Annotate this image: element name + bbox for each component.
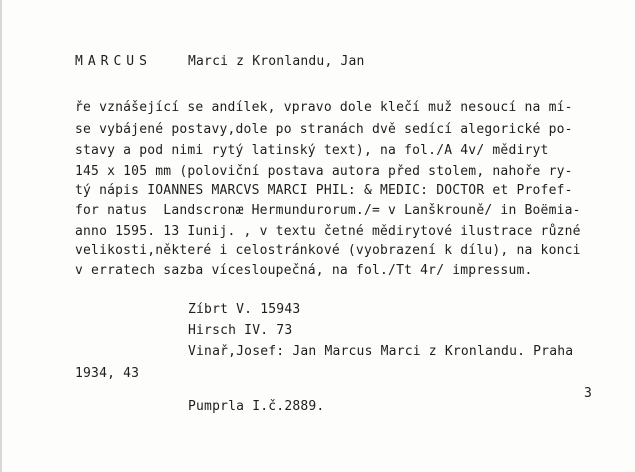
reference-year: 1934, 43 <box>75 366 140 381</box>
author-full-name: Marci z Kronlandu, Jan <box>188 54 365 69</box>
author-key: MARCUS <box>75 54 152 69</box>
reference-hirsch: Hirsch IV. 73 <box>188 323 293 338</box>
description-line: for natus Landscronæ Hermundurorum./= v Lanškrouně/ in Boëmia- <box>75 203 581 218</box>
reference-pumprla: Pumprla I.č.2889. <box>188 399 325 414</box>
description-line: se vybájené postavy,dole po stranách dvě sedící alegorické po- <box>75 122 573 137</box>
description-line: 145 x 105 mm (poloviční postava autora před stolem, nahoře ry- <box>75 164 573 179</box>
reference-vinar: Vinař,Josef: Jan Marcus Marci z Kronlandu. Praha <box>188 344 574 359</box>
description-line: tý nápis IOANNES MARCVS MARCI PHIL: & MEDIC: DOCTOR et Profef- <box>75 183 573 198</box>
description-line: velikosti,některé i celostránkové (vyobrazení k dílu), na konci <box>75 243 581 258</box>
description-line: ře vznášející se andílek, vpravo dole klečí muž nesoucí na mí- <box>75 100 573 115</box>
description-line: v erratech sazba vícesloupečná, na fol./Tt 4r/ impressum. <box>75 263 533 278</box>
page-number: 3 <box>584 386 593 401</box>
reference-zibrt: Zíbrt V. 15943 <box>188 302 301 317</box>
description-line: anno 1595. 13 Iunij. , v textu četné mědirytové ilustrace různé <box>75 224 581 239</box>
description-line: stavy a pod nimi rytý latinský text), na fol./A 4v/ mědiryt <box>75 143 549 158</box>
